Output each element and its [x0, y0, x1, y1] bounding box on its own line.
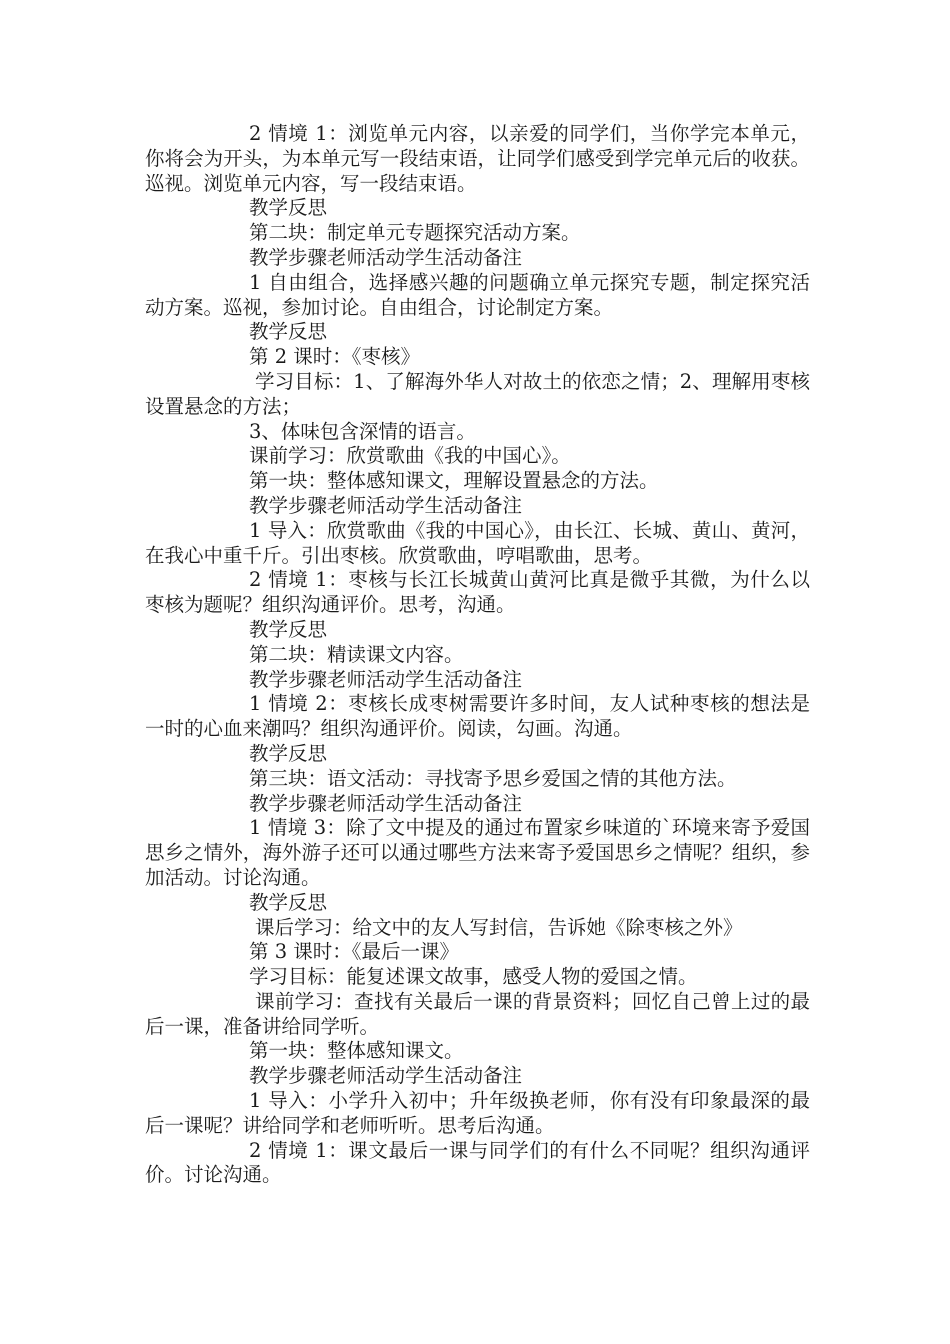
- paragraph-pre-class: 课前学习：欣赏歌曲《我的中国心》。: [249, 444, 571, 468]
- document-body: [145, 122, 810, 1188]
- heading-teaching-reflection: 教学反思: [249, 617, 328, 641]
- paragraph-learning-goal-3: 3、体味包含深情的语言。: [249, 419, 476, 443]
- paragraph-step-context-1: 2 情境 1：枣核与长江长城黄山黄河比真是微乎其微，为什么以枣核为题呢？组织沟通评价。思考，沟通。: [145, 568, 810, 617]
- table-header-steps: 教学步骤老师活动学生活动备注: [249, 791, 523, 815]
- heading-block-3-activity: 第三块：语文活动：寻找寄予思乡爱国之情的其他方法。: [249, 766, 737, 790]
- paragraph-step-intro-song: 1 导入：欣赏歌曲《我的中国心》，由长江、长城、黄山、黄河，在我心中重千斤。引出枣核。欣赏歌曲，哼唱歌曲，思考。: [145, 518, 810, 567]
- heading-teaching-reflection: 教学反思: [249, 320, 328, 344]
- paragraph-pre-class: 课前学习：查找有关最后一课的背景资料；回忆自己曾上过的最后一课，准备讲给同学听。: [145, 989, 810, 1038]
- heading-teaching-reflection: 教学反思: [249, 890, 328, 914]
- table-header-steps: 教学步骤老师活动学生活动备注: [249, 245, 523, 269]
- heading-block-2-plan: 第二块：制定单元专题探究活动方案。: [249, 221, 581, 245]
- paragraph-step-free-grouping: 1 自由组合，选择感兴趣的问题确立单元探究专题，制定探究活动方案。巡视，参加讨论。自由组合，讨论制定方案。: [145, 270, 810, 319]
- table-header-steps: 教学步骤老师活动学生活动备注: [249, 1064, 523, 1088]
- heading-block-1: 第一块：整体感知课文，理解设置悬念的方法。: [249, 469, 659, 493]
- heading-teaching-reflection: 教学反思: [249, 196, 328, 220]
- paragraph-step-context-3: 1 情境 3：除了文中提及的通过布置家乡味道的`环境来寄予爱国思乡之情外，海外游子还可以通过哪些方法来寄予爱国思乡之情呢？组织，参加活动。讨论沟通。: [145, 816, 810, 889]
- table-header-steps: 教学步骤老师活动学生活动备注: [249, 493, 523, 517]
- paragraph-after-class: 课后学习：给文中的友人写封信，告诉她《除枣核之外》: [255, 915, 743, 939]
- heading-teaching-reflection: 教学反思: [249, 741, 328, 765]
- heading-block-1: 第一块：整体感知课文。: [249, 1039, 464, 1063]
- heading-block-2-close-reading: 第二块：精读课文内容。: [249, 642, 464, 666]
- paragraph-step-intro: 1 导入：小学升入初中；升年级换老师，你有没有印象最深的最后一课呢？讲给同学和老师听听。思考后沟通。: [145, 1089, 810, 1137]
- paragraph-step-context-2: 1 情境 2：枣核长成枣树需要许多时间，友人试种枣核的想法是一时的心血来潮吗？组织沟通评价。阅读，勾画。沟通。: [145, 692, 810, 741]
- paragraph-context-1-browse-unit: 2 情境 1：浏览单元内容，以亲爱的同学们，当你学完本单元，你将会为开头，为本单元写一段结束语，让同学们感受到学完单元后的收获。巡视。浏览单元内容，写一段结束语。: [145, 122, 810, 195]
- paragraph-step-context-1: 2 情境 1：课文最后一课与同学们的有什么不同呢？组织沟通评价。讨论沟通。: [145, 1138, 810, 1187]
- heading-lesson-2: 第 2 课时：《枣核》: [249, 345, 421, 369]
- paragraph-learning-goals: 学习目标：能复述课文故事，感受人物的爱国之情。: [249, 965, 698, 989]
- heading-lesson-3: 第 3 课时：《最后一课》: [249, 940, 460, 964]
- paragraph-learning-goals: 学习目标：1、了解海外华人对故土的依恋之情；2、理解用枣核设置悬念的方法；: [145, 369, 810, 418]
- table-header-steps: 教学步骤老师活动学生活动备注: [249, 667, 523, 691]
